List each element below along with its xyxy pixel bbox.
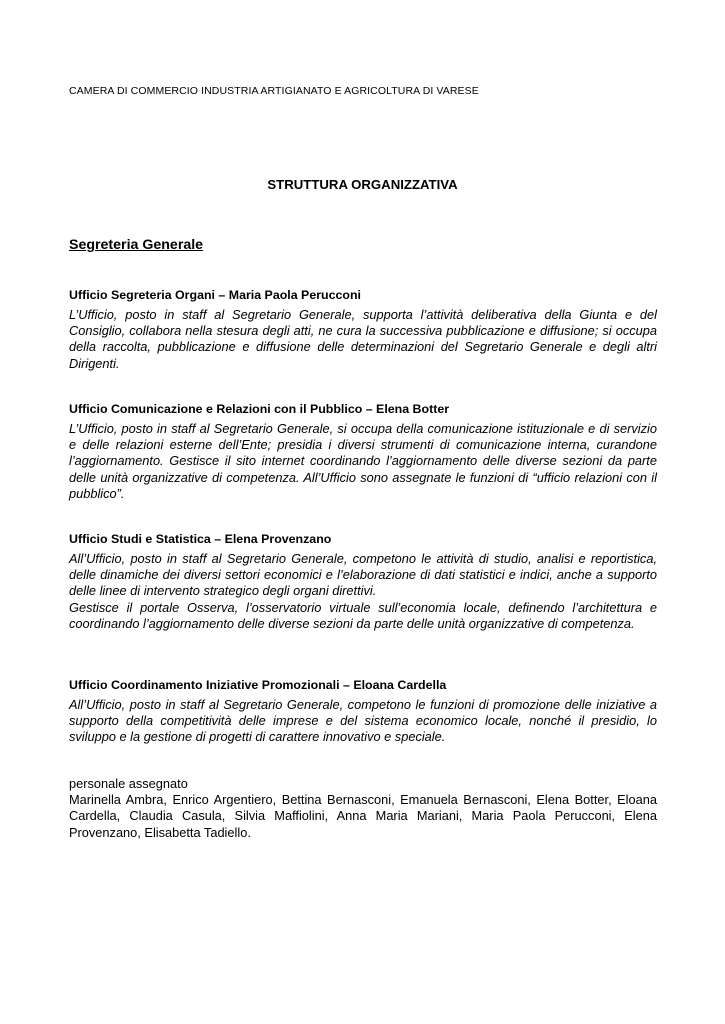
office-heading: Ufficio Comunicazione e Relazioni con il Pubblico – Elena Botter: [69, 402, 450, 416]
office-description: [69, 307, 657, 372]
document-title: STRUTTURA ORGANIZZATIVA: [267, 177, 458, 192]
office-paragraph: All’Ufficio, posto in staff al Segretario Generale, competono le attività di studio, analisi e reportistica, delle dinamiche dei diversi settori economici e l’elaborazione di dati statistici e indici, anche a supporto delle linee di intervento strategico degli organi direttivi.: [69, 551, 657, 599]
office-block-segreteria-organi: [69, 287, 657, 372]
office-description: [69, 551, 657, 632]
office-block-studi-statistica: [69, 531, 657, 632]
office-heading: Ufficio Coordinamento Iniziative Promozionali – Eloana Cardella: [69, 678, 447, 692]
office-block-comunicazione: [69, 401, 657, 502]
organization-header: CAMERA DI COMMERCIO INDUSTRIA ARTIGIANATO E AGRICOLTURA DI VARESE: [69, 85, 479, 97]
office-paragraph: All’Ufficio, posto in staff al Segretario Generale, competono le funzioni di promozione delle iniziative a supporto della competitività delle imprese e del sistema economico locale, nonché il presidio, lo sviluppo e la gestione di progetti di carattere innovativo e speciale.: [69, 697, 657, 745]
office-heading: Ufficio Segreteria Organi – Maria Paola Perucconi: [69, 288, 361, 302]
office-description: [69, 697, 657, 746]
office-description: [69, 421, 657, 502]
office-paragraph: L’Ufficio, posto in staff al Segretario Generale, si occupa della comunicazione istituzionale e di servizio e delle relazioni esterne dell’Ente; presidia i diversi strumenti di comunicazione interna, curandone l’aggiornamento. Gestisce il sito internet coordinando l’aggiornamento delle diverse sezioni da parte delle unità organizzative di competenza. All’Ufficio sono assegnate le funzioni di “ufficio relazioni con il pubblico”.: [69, 421, 657, 501]
office-block-iniziative-promozionali: [69, 677, 657, 746]
office-paragraph: Gestisce il portale Osserva, l’osservatorio virtuale sull’economia locale, definendo l’architettura e coordinando l’aggiornamento delle diverse sezioni da parte delle unità organizzative di competenza.: [69, 599, 657, 631]
staff-label: personale assegnato: [69, 776, 188, 791]
section-title: Segreteria Generale: [69, 237, 204, 253]
staff-names: Marinella Ambra, Enrico Argentiero, Bettina Bernasconi, Emanuela Bernasconi, Elena Botter, Eloana Cardella, Claudia Casula, Silvia Maffiolini, Anna Maria Mariani, Maria Paola Perucconi, Elena Provenzano, Elisabetta Tadiello.: [69, 792, 657, 840]
office-paragraph: L’Ufficio, posto in staff al Segretario Generale, supporta l’attività deliberativa della Giunta e del Consiglio, collabora nella stesura degli atti, ne cura la successiva pubblicazione e diffusione; si occupa della raccolta, pubblicazione e diffusione delle determinazioni del Segretario Generale e degli altri Dirigenti.: [69, 307, 657, 371]
assigned-staff: [69, 776, 657, 841]
office-heading: Ufficio Studi e Statistica – Elena Provenzano: [69, 532, 332, 546]
